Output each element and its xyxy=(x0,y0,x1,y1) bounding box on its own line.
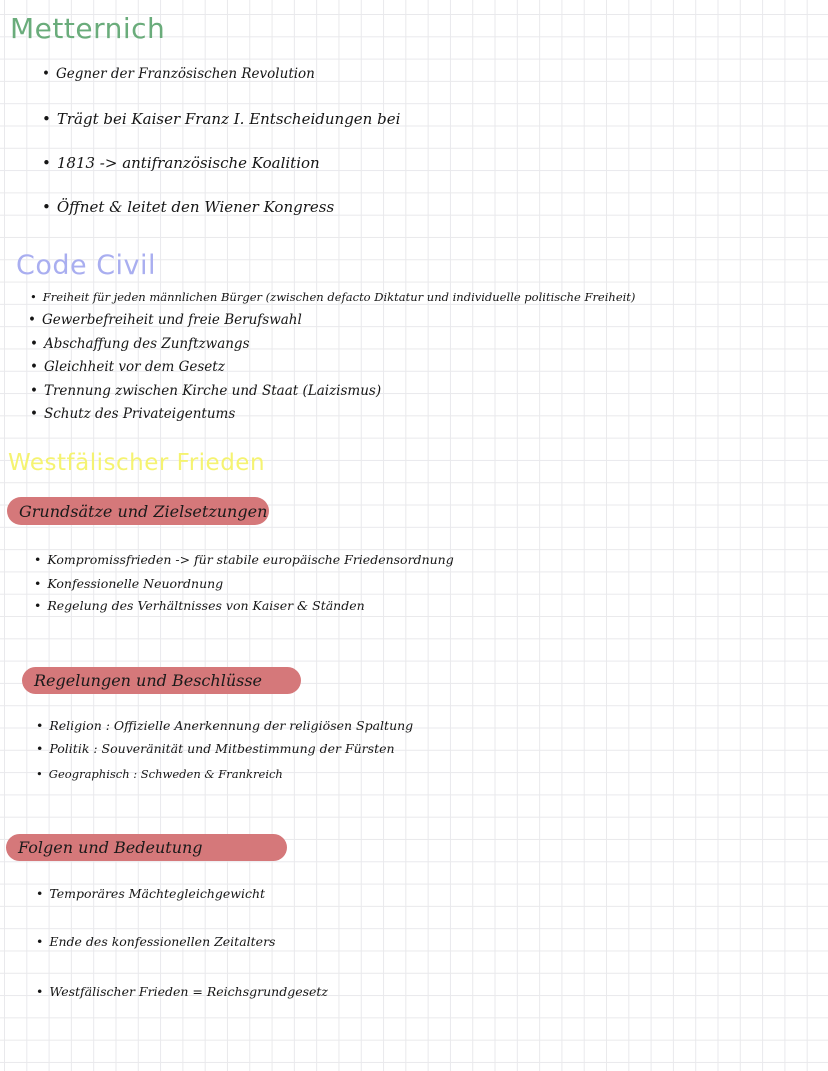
bullet-icon: • xyxy=(36,741,44,756)
list-item: • Ende des konfessionellen Zeitalters xyxy=(36,934,276,949)
heading-metternich: Metternich xyxy=(10,12,166,45)
bullet-icon: • xyxy=(30,406,38,422)
list-item: • Trägt bei Kaiser Franz I. Entscheidungen bei xyxy=(42,110,401,128)
list-item: • Gewerbefreiheit und freie Berufswahl xyxy=(28,312,302,328)
bullet-icon: • xyxy=(36,767,43,781)
bullet-icon: • xyxy=(30,383,38,399)
bullet-icon: • xyxy=(42,66,50,82)
heading-code-civil: Code Civil xyxy=(16,250,157,281)
heading-westfaelischer-frieden: Westfälischer Frieden xyxy=(8,450,266,476)
bullet-icon: • xyxy=(34,552,42,567)
bullet-icon: • xyxy=(42,110,51,128)
list-item: • Schutz des Privateigentums xyxy=(30,406,236,422)
bullet-icon: • xyxy=(34,598,42,613)
bullet-icon: • xyxy=(36,984,44,999)
section-pill-grundsaetze: Grundsätze und Zielsetzungen xyxy=(7,497,269,525)
list-item: • Geographisch : Schweden & Frankreich xyxy=(36,767,283,781)
list-item: • Konfessionelle Neuordnung xyxy=(34,576,224,591)
list-item: • Westfälischer Frieden = Reichsgrundgesetz xyxy=(36,984,329,999)
list-item: • Trennung zwischen Kirche und Staat (Laizismus) xyxy=(30,383,382,399)
list-item: • Politik : Souveränität und Mitbestimmung der Fürsten xyxy=(36,741,395,756)
list-item: • Öffnet & leitet den Wiener Kongress xyxy=(42,198,335,216)
bullet-icon: • xyxy=(36,886,44,901)
list-item: • Abschaffung des Zunftzwangs xyxy=(30,336,250,352)
list-item: • Gegner der Französischen Revolution xyxy=(42,66,315,82)
list-item: • Religion : Offizielle Anerkennung der religiösen Spaltung xyxy=(36,718,414,733)
list-item: • Gleichheit vor dem Gesetz xyxy=(30,359,225,375)
bullet-icon: • xyxy=(42,198,51,216)
bullet-icon: • xyxy=(36,718,44,733)
section-pill-folgen: Folgen und Bedeutung xyxy=(6,834,287,861)
bullet-icon: • xyxy=(42,154,51,172)
bullet-icon: • xyxy=(30,290,37,304)
list-item: • Temporäres Mächtegleichgewicht xyxy=(36,886,266,901)
list-item: • Regelung des Verhältnisses von Kaiser & Ständen xyxy=(34,598,365,613)
bullet-icon: • xyxy=(34,576,42,591)
list-item: • Freiheit für jeden männlichen Bürger (zwischen defacto Diktatur und individuelle politische Freiheit) xyxy=(30,290,636,304)
bullet-icon: • xyxy=(36,934,44,949)
section-pill-regelungen: Regelungen und Beschlüsse xyxy=(22,667,301,694)
bullet-icon: • xyxy=(30,359,38,375)
bullet-icon: • xyxy=(28,312,36,328)
bullet-icon: • xyxy=(30,336,38,352)
list-item: • 1813 -> antifranzösische Koalition xyxy=(42,154,320,172)
list-item: • Kompromissfrieden -> für stabile europäische Friedensordnung xyxy=(34,552,454,567)
